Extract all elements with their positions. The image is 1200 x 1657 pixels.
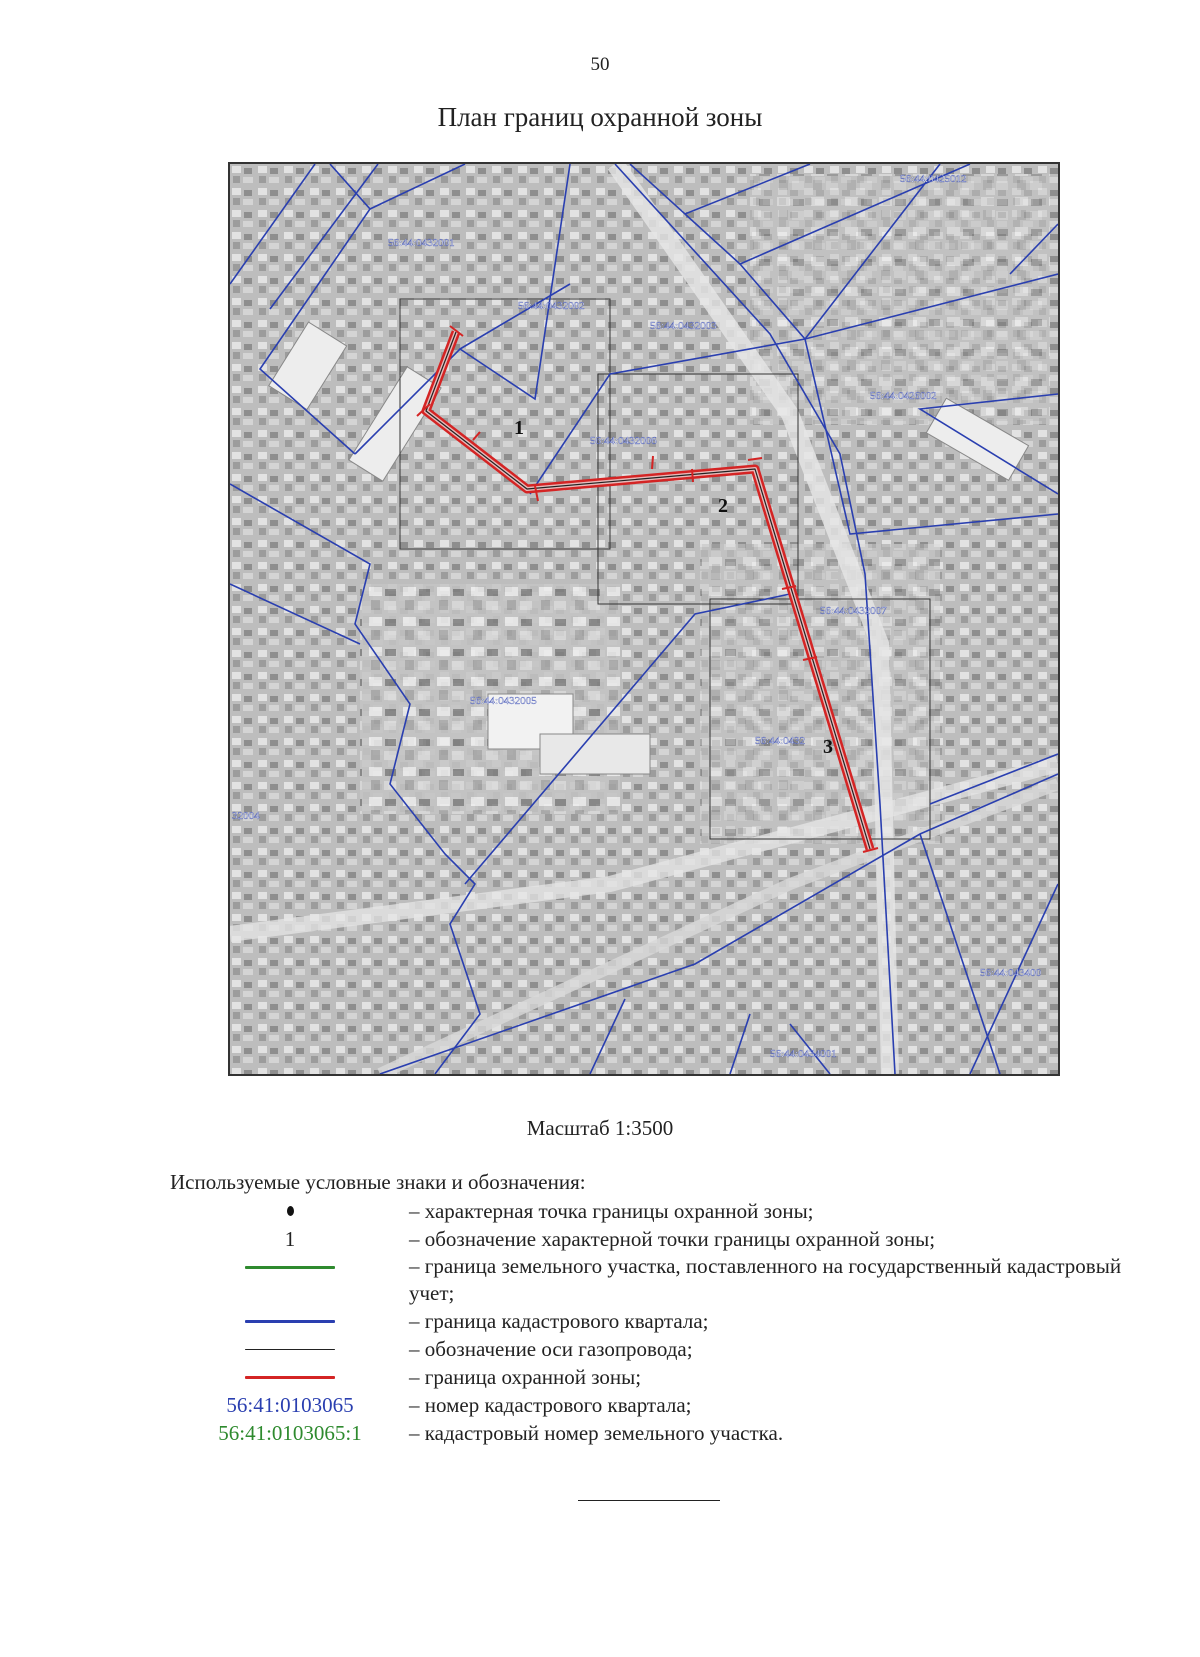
pipeline-axis-line-icon xyxy=(245,1349,335,1350)
legend-text: – обозначение характерной точки границы охранной зоны; xyxy=(409,1227,936,1251)
protection-zone-line-icon xyxy=(245,1376,335,1379)
quarter-label: 56:44:0432005 xyxy=(470,695,537,707)
legend-symbol xyxy=(190,1335,390,1363)
legend-text: – характерная точка границы охранной зоны; xyxy=(409,1199,814,1223)
legend-item xyxy=(190,1197,1130,1225)
legend-text: – кадастровый номер земельного участка. xyxy=(409,1421,784,1445)
legend-text: – номер кадастрового квартала; xyxy=(409,1393,692,1417)
quarter-label: 56:44:0434001 xyxy=(770,1048,837,1060)
quarter-label: 56:44:0432002 xyxy=(518,300,585,312)
page-number: 50 xyxy=(590,54,610,75)
legend-text: – граница кадастрового квартала; xyxy=(409,1309,709,1333)
point-label: 3 xyxy=(823,736,833,758)
map-canvas xyxy=(230,164,1058,1074)
legend-symbol xyxy=(190,1197,390,1225)
quarter-line-icon xyxy=(245,1320,335,1323)
legend xyxy=(190,1197,1130,1447)
legend-item xyxy=(190,1307,1130,1335)
legend-heading: Используемые условные знаки и обозначения: xyxy=(170,1170,586,1194)
legend-item xyxy=(190,1335,1130,1363)
legend-symbol: 1 xyxy=(284,1226,296,1251)
legend-symbol: 56:41:0103065 xyxy=(226,1392,354,1417)
point-label: 1 xyxy=(514,417,524,439)
quarter-label: 32004 xyxy=(232,810,260,822)
quarter-label: 56:44:0425012 xyxy=(900,173,967,185)
quarter-label: 56:44:0426002 xyxy=(870,390,937,402)
quarter-label: 56:44:0432007 xyxy=(820,605,887,617)
aerial-photo-district xyxy=(750,174,1050,424)
legend-symbol: 56:41:0103065:1 xyxy=(218,1420,362,1445)
legend-symbol xyxy=(190,1253,390,1281)
legend-text: – граница охранной зоны; xyxy=(409,1365,642,1389)
quarter-label: 56:44:0432003 xyxy=(650,320,717,332)
legend-text: – граница земельного участка, поставленного на государственный кадастровый учет; xyxy=(409,1254,1122,1305)
point-label: 2 xyxy=(718,495,728,517)
legend-item xyxy=(190,1391,1130,1419)
legend-item xyxy=(190,1253,1130,1307)
footer-divider xyxy=(578,1500,720,1501)
page-title: План границ охранной зоны xyxy=(437,102,763,132)
legend-item xyxy=(190,1363,1130,1391)
quarter-label: 56:44:043400 xyxy=(980,967,1042,979)
cadastral-map[interactable] xyxy=(228,162,1060,1076)
legend-symbol xyxy=(190,1363,390,1391)
legend-symbol xyxy=(190,1307,390,1335)
quarter-label: 56:44:0432001 xyxy=(388,237,455,249)
building xyxy=(540,734,650,774)
scale-label: Масштаб 1:3500 xyxy=(526,1116,674,1140)
legend-item xyxy=(190,1225,1130,1253)
legend-item xyxy=(190,1419,1130,1447)
parcel-line-icon xyxy=(245,1266,335,1269)
point-dot-icon xyxy=(287,1206,294,1216)
quarter-label: 56:44:0432 xyxy=(755,735,806,747)
quarter-label: 56:44:0432006 xyxy=(590,435,657,447)
legend-text: – обозначение оси газопровода; xyxy=(409,1337,693,1361)
